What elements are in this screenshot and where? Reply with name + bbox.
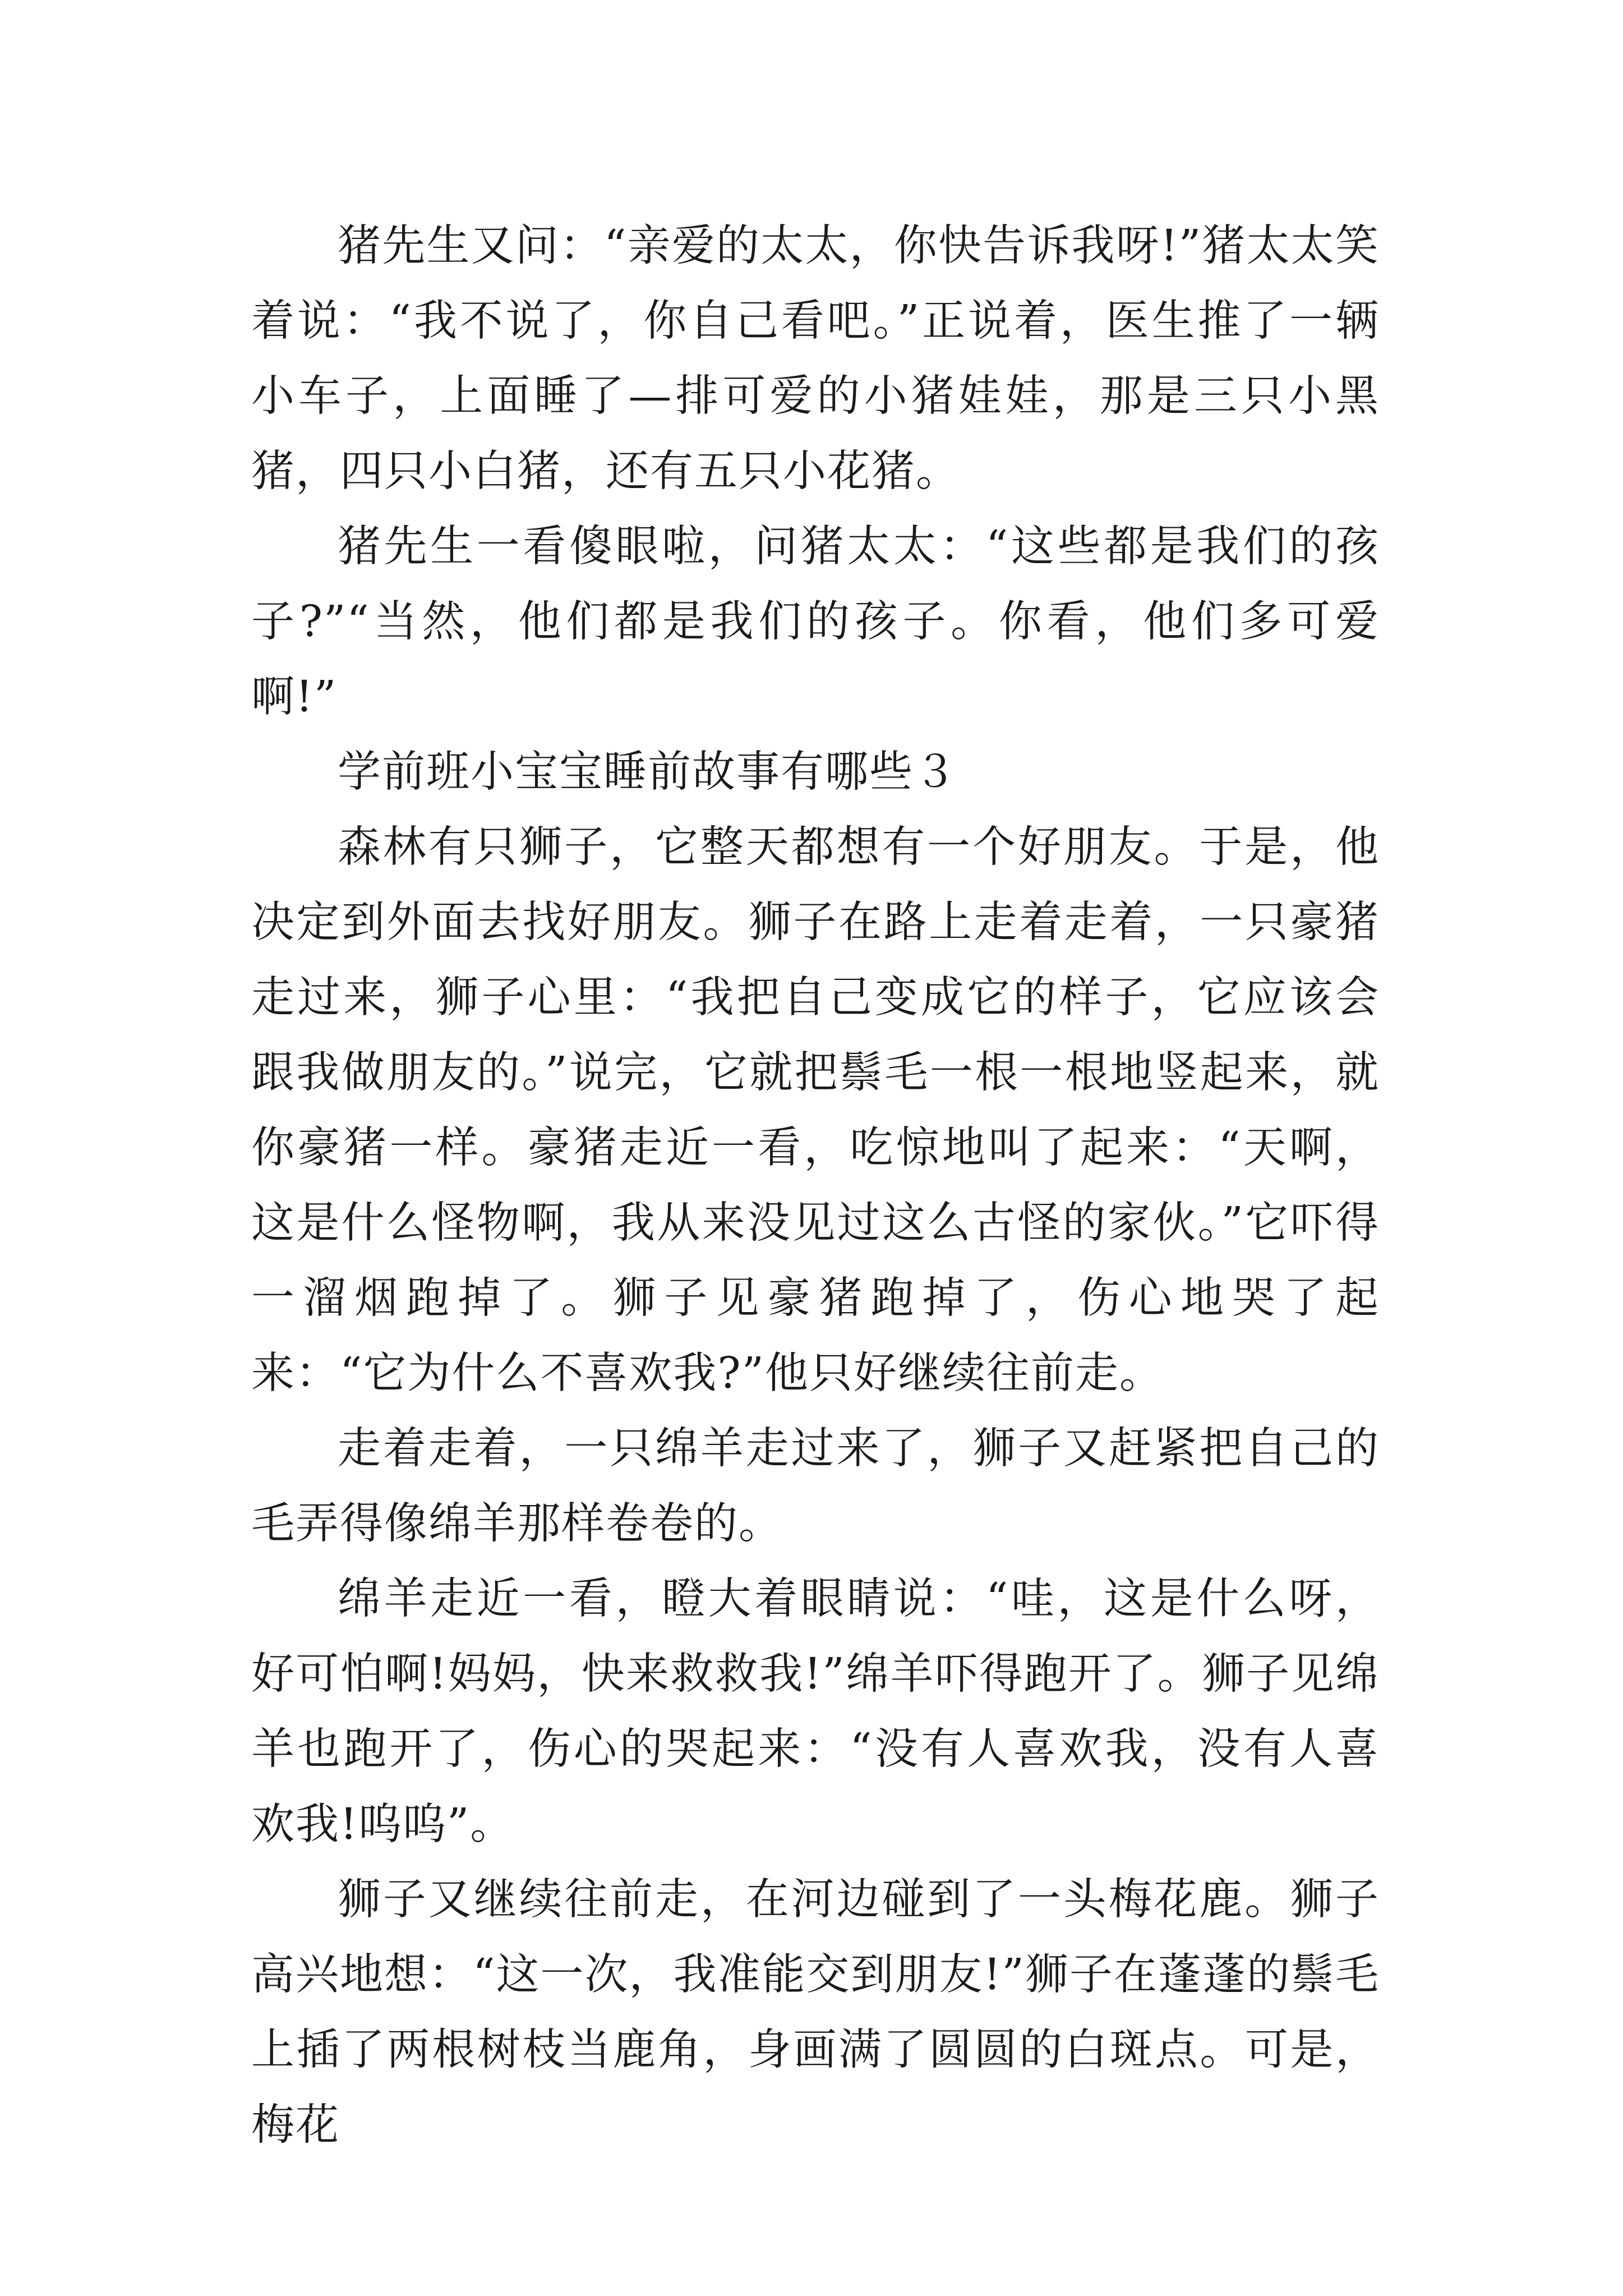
paragraph: 森林有只狮子，它整天都想有一个好朋友。于是，他决定到外面去找好朋友。狮子在路上走着走着，一只豪猪走过来，狮子心里：“我把自己变成它的样子，它应该会跟我做朋友的。”说完，它就把鬃毛一根一根地竖起来，就你豪猪一样。豪猪走近一看，吃惊地叫了起来：“天啊，这是什么怪物啊，我从来没见过这么古怪的家伙。”它吓得一溜烟跑掉了。狮子见豪猪跑掉了，伤心地哭了起来：“它为什么不喜欢我?”他只好继续往前走。 <box>251 822 1380 1398</box>
paragraph: 猪先生一看傻眼啦，问猪太太：“这些都是我们的孩子?”“当然，他们都是我们的孩子。你看，他们多可爱啊!” <box>251 522 1380 722</box>
paragraph: 绵羊走近一看，瞪大着眼睛说：“哇，这是什么呀，好可怕啊!妈妈，快来救救我!”绵羊吓得跑开了。狮子见绵羊也跑开了，伤心的哭起来：“没有人喜欢我，没有人喜欢我!呜呜”。 <box>251 1574 1380 1849</box>
paragraph: 猪先生又问：“亲爱的太太，你快告诉我呀!”猪太太笑着说：“我不说了，你自己看吧。”正说着，医生推了一辆小车子，上面睡了—排可爱的小猪娃娃，那是三只小黑猪，四只小白猪，还有五只小花猪。 <box>251 221 1380 496</box>
paragraph: 走着走着，一只绵羊走过来了，狮子又赶紧把自己的毛弄得像绵羊那样卷卷的。 <box>251 1424 1380 1549</box>
paragraph: 狮子又继续往前走，在河边碰到了一头梅花鹿。狮子高兴地想：“这一次，我准能交到朋友!”狮子在蓬蓬的鬃毛上插了两根树枝当鹿角，身画满了圆圆的白斑点。可是，梅花 <box>251 1875 1380 2150</box>
section-heading: 学前班小宝宝睡前故事有哪些３ <box>338 747 958 797</box>
document-page <box>251 209 1380 2163</box>
